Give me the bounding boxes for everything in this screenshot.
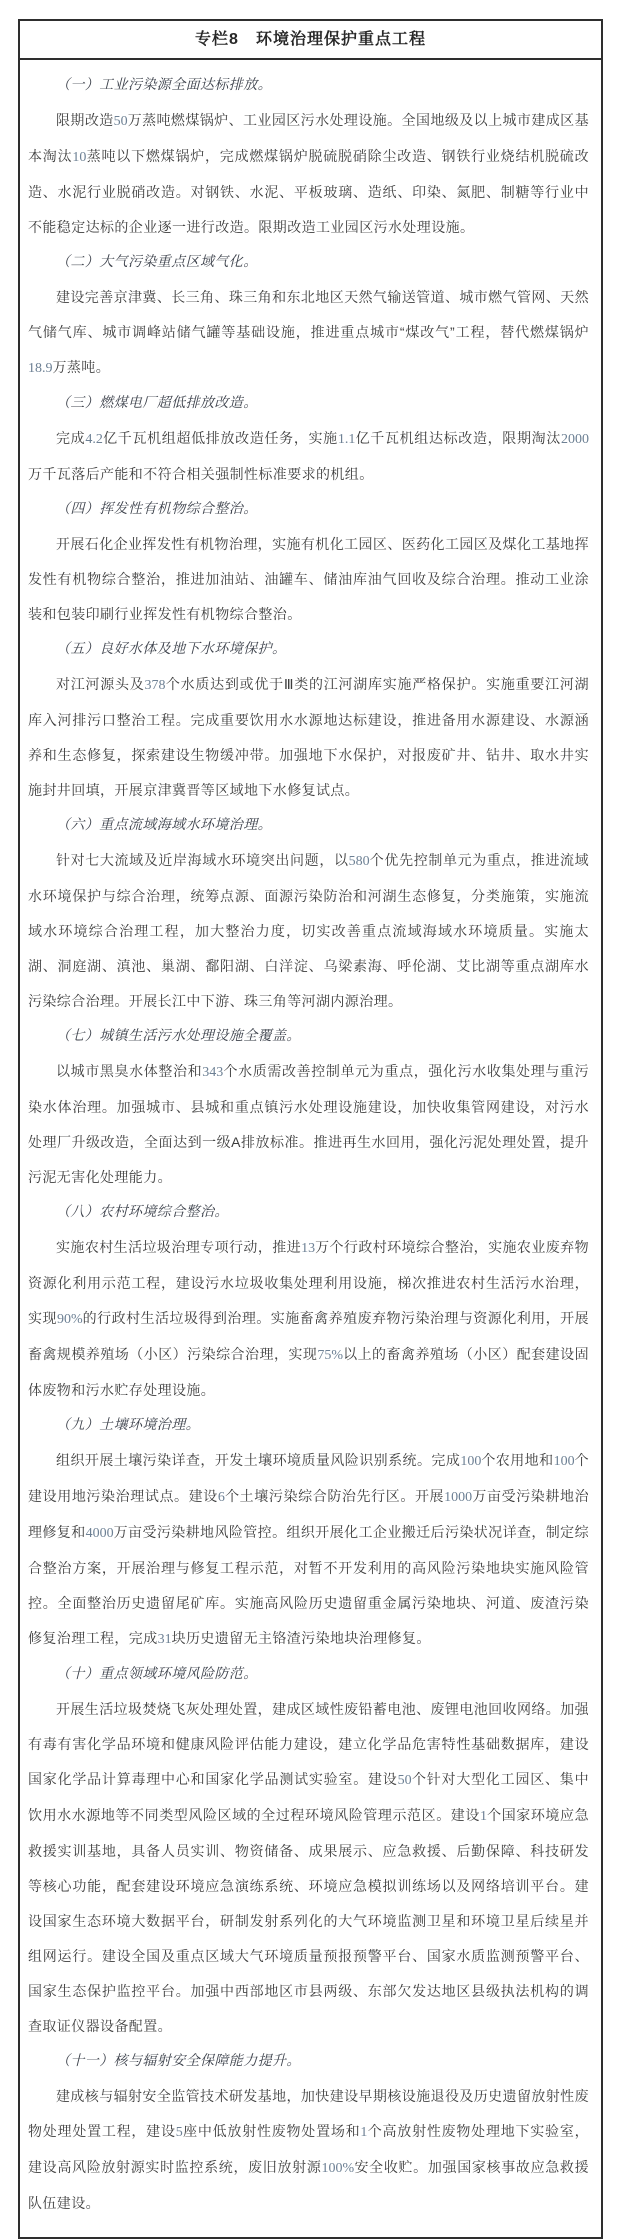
panel-title: 专栏8 环境治理保护重点工程 — [20, 21, 601, 60]
section-2 — [28, 245, 589, 386]
section-11 — [28, 2044, 589, 2221]
section-11-heading: （十一）核与辐射安全保障能力提升。 — [56, 2054, 301, 2069]
section-1-heading: （一）工业污染源全面达标排放。 — [56, 78, 272, 93]
section-9-body: 组织开展土壤污染详查，开发土壤环境质量风险识别系统。完成100个农用地和100个建设用地污染治理试点。建设6个土壤污染综合防治先行区。开展1000万亩受污染耕地治理修复和4000万亩受污染耕地风险管控。组织开展化工企业搬迁后污染状况详查，制定综合整治方案，开展治理与修复工程示范，对暂不开发利用的高风险污染地块实施风险管控。全面整治历史遗留尾矿库。实施高风险历史遗留重金属污染地块、河道、废渣污染修复治理工程，完成31块历史遗留无主铬渣污染地块治理修复。 — [28, 1452, 590, 1647]
section-11-body: 建成核与辐射安全监管技术研发基地，加快建设早期核设施退役及历史遗留放射性废物处理处置工程，建设5座中低放射性废物处置场和1个高放射性废物处理地下实验室，建设高风险放射源实时监控系统，废旧放射源100%安全收贮。加强国家核事故应急救援队伍建设。 — [28, 2088, 589, 2211]
section-9-heading: （九）土壤环境治理。 — [56, 1418, 200, 1433]
section-8-heading: （八）农村环境综合整治。 — [56, 1205, 229, 1220]
section-1 — [28, 68, 589, 245]
section-2-heading: （二）大气污染重点区域气化。 — [56, 255, 258, 270]
section-10-body: 开展生活垃圾焚烧飞灰处理处置，建成区域性废铅蓄电池、废锂电池回收网络。加强有毒有害化学品环境和健康风险评估能力建设，建立化学品危害特性基础数据库，建设国家化学品计算毒理中心和国家化学品测试实验室。建设50个针对大型化工园区、集中饮用水水源地等不同类型风险区域的全过程环境风险管理示范区。建设1个国家环境应急救援实训基地，具备人员实训、物资储备、成果展示、应急救援、后勤保障、科技研发等核心功能，配套建设环境应急演练系统、环境应急模拟训练场以及网络培训平台。建设国家生态环境大数据平台，研制发射系列化的大气环境监测卫星和环境卫星后续星并组网运行。建设全国及重点区域大气环境质量预报预警平台、国家水质监测预警平台、国家生态保护监控平台。加强中西部地区市县两级、东部欠发达地区县级执法机构的调查取证仪器设备配置。 — [28, 1701, 589, 2034]
section-4-body: 开展石化企业挥发性有机物治理，实施有机化工园区、医药化工园区及煤化工基地挥发性有机物综合整治，推进加油站、油罐车、储油库油气回收及综合治理。推动工业涂装和包装印刷行业挥发性有机物综合整治。 — [28, 536, 589, 622]
section-5-body: 对江河源头及378个水质达到或优于Ⅲ类的江河湖库实施严格保护。实施重要江河湖库入河排污口整治工程。完成重要饮用水水源地达标建设，推进备用水源建设、水源涵养和生态修复，探索建设生物缓冲带。加强地下水保护，对报废矿井、钻井、取水井实施封井回填，开展京津冀晋等区域地下水修复试点。 — [28, 676, 589, 798]
column-panel — [18, 19, 603, 2239]
section-10-heading: （十）重点领域环境风险防范。 — [56, 1667, 258, 1682]
section-2-body: 建设完善京津冀、长三角、珠三角和东北地区天然气输送管道、城市燃气管网、天然气储气库、城市调峰站储气罐等基础设施，推进重点城市“煤改气”工程，替代燃煤锅炉18.9万蒸吨。 — [28, 289, 589, 376]
section-4-heading: （四）挥发性有机物综合整治。 — [56, 502, 258, 517]
section-7-heading: （七）城镇生活污水处理设施全覆盖。 — [56, 1029, 301, 1044]
section-10 — [28, 1657, 589, 2044]
section-1-body: 限期改造50万蒸吨燃煤锅炉、工业园区污水处理设施。全国地级及以上城市建成区基本淘汰10蒸吨以下燃煤锅炉，完成燃煤锅炉脱硫脱硝除尘改造、钢铁行业烧结机脱硫改造、水泥行业脱硝改造。对钢铁、水泥、平板玻璃、造纸、印染、氮肥、制糖等行业中不能稳定达标的企业逐一进行改造。限期改造工业园区污水处理设施。 — [28, 112, 589, 235]
panel-body — [20, 60, 601, 2237]
section-3 — [28, 386, 589, 492]
section-6-heading: （六）重点流域海域水环境治理。 — [56, 818, 272, 833]
section-9 — [28, 1408, 589, 1657]
section-8 — [28, 1195, 589, 1408]
section-5 — [28, 632, 589, 808]
section-6 — [28, 808, 589, 1019]
section-7-body: 以城市黑臭水体整治和343个水质需改善控制单元为重点，强化污水收集处理与重污染水体治理。加强城市、县城和重点镇污水处理设施建设，加快收集管网建设，对污水处理厂升级改造，全面达到一级A排放标准。推进再生水回用，强化污泥处理处置，提升污泥无害化处理能力。 — [28, 1063, 590, 1185]
section-7 — [28, 1019, 589, 1195]
section-8-body: 实施农村生活垃圾治理专项行动，推进13万个行政村环境综合整治，实施农业废弃物资源化利用示范工程，建设污水垃圾收集处理利用设施，梯次推进农村生活污水治理，实现90%的行政村生活垃圾得到治理。实施畜禽养殖废弃物污染治理与资源化利用，开展畜禽规模养殖场（小区）污染综合治理，实现75%以上的畜禽养殖场（小区）配套建设固体废物和污水贮存处理设施。 — [28, 1239, 589, 1398]
section-3-body: 完成4.2亿千瓦机组超低排放改造任务，实施1.1亿千瓦机组达标改造，限期淘汰2000万千瓦落后产能和不符合相关强制性标准要求的机组。 — [28, 430, 589, 482]
section-5-heading: （五）良好水体及地下水环境保护。 — [56, 642, 287, 657]
section-4 — [28, 492, 589, 632]
section-3-heading: （三）燃煤电厂超低排放改造。 — [56, 396, 258, 411]
section-6-body: 针对七大流域及近岸海域水环境突出问题，以580个优先控制单元为重点，推进流域水环境保护与综合治理，统筹点源、面源污染防治和河湖生态修复，分类施策，实施流域水环境综合治理工程，加大整治力度，切实改善重点流域海域水环境质量。实施太湖、洞庭湖、滇池、巢湖、鄱阳湖、白洋淀、乌梁素海、呼伦湖、艾比湖等重点湖库水污染综合治理。开展长江中下游、珠三角等河湖内源治理。 — [28, 852, 590, 1009]
